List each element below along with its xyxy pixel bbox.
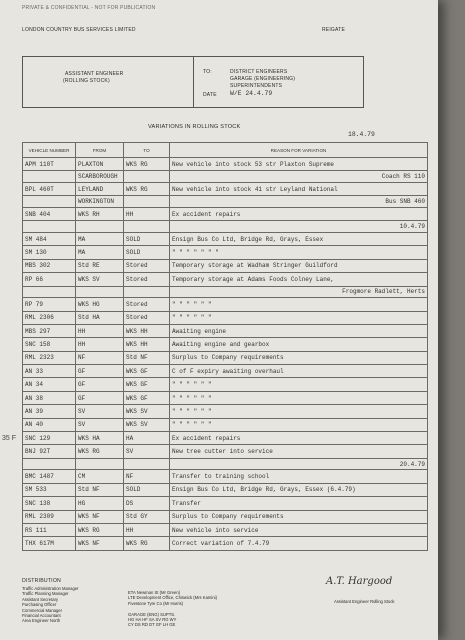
cell-reason: Surplus to Company requirements [170, 510, 428, 523]
cell-reason: Ensign Bus Co Ltd, Bridge Rd, Grays, Essex (6.4.79) [170, 483, 428, 496]
cell-to [124, 196, 170, 208]
cell-from [76, 221, 124, 233]
cell-vehicle: BMC 1487 [23, 470, 76, 483]
cell-to: Stored [124, 311, 170, 324]
cell-reason: New vehicle into stock 53 str Plaxton Supreme [170, 158, 428, 171]
table-row [23, 286, 428, 298]
cell-to: WKS GF [124, 378, 170, 391]
table-date-1: 18.4.79 [348, 131, 375, 138]
cell-reason: Transfer to training school [170, 470, 428, 483]
distribution-entry: Commercial Manager [22, 607, 63, 613]
cell-to: NF [124, 470, 170, 483]
margin-note: 35 F [2, 435, 17, 442]
to-label: TO: [203, 69, 212, 75]
cell-to: DS [124, 497, 170, 510]
cell-vehicle: SNC 129 [23, 432, 76, 445]
cell-to: WKS SV [124, 418, 170, 431]
to-line-2: GARAGE (ENGINEERING) [230, 76, 296, 82]
table-title: VARIATIONS IN ROLLING STOCK [148, 124, 241, 130]
company-name: LONDON COUNTRY BUS SERVICES LIMITED [22, 27, 136, 33]
cell-reason: Ex accident repairs [170, 207, 428, 220]
cell-vehicle: RP 79 [23, 298, 76, 311]
cell-from [76, 286, 124, 298]
table-header-row [23, 143, 428, 158]
cell-vehicle: RML 2306 [23, 311, 76, 324]
cell-vehicle: RP 66 [23, 273, 76, 286]
cell-to: SV [124, 445, 170, 458]
cell-vehicle: SNC 158 [23, 338, 76, 351]
cell-vehicle: SM 484 [23, 232, 76, 245]
table-row [23, 537, 428, 550]
cell-from: WKS RG [76, 445, 124, 458]
distribution-entry: LTE Development Office, Chiswick (Mrs Kamini) [128, 595, 217, 601]
distribution-entry: Purchasing Officer [22, 602, 57, 608]
table-row [23, 338, 428, 351]
cell-reason: Awaiting engine and gearbox [170, 338, 428, 351]
cell-from: SCARBOROUGH [76, 171, 124, 183]
cell-vehicle: AN 34 [23, 378, 76, 391]
cell-reason: Frogmore Radlett, Herts [170, 286, 428, 298]
cell-from: GF [76, 391, 124, 404]
cell-vehicle: RS 111 [23, 523, 76, 536]
from-line-2: (ROLLING STOCK) [63, 78, 110, 84]
cell-from: SV [76, 418, 124, 431]
cell-reason: Ex accident repairs [170, 432, 428, 445]
col-vehicle-number: VEHICLE NUMBER [23, 143, 76, 158]
cell-to: WKS RG [124, 158, 170, 171]
table-row [23, 418, 428, 431]
table-row [23, 221, 428, 233]
table-row [23, 273, 428, 286]
cell-from: SV [76, 405, 124, 418]
cell-vehicle: APM 110T [23, 158, 76, 171]
cell-from: GF [76, 378, 124, 391]
distribution-list-2 [128, 590, 217, 628]
cell-vehicle: AN 39 [23, 405, 76, 418]
cell-to: HH [124, 523, 170, 536]
cell-vehicle: RML 2309 [23, 510, 76, 523]
cell-vehicle [23, 286, 76, 298]
cell-reason: New vehicle into stock 41 str Leyland National [170, 182, 428, 195]
cell-to [124, 171, 170, 183]
table-row [23, 432, 428, 445]
memo-divider [193, 57, 194, 107]
cell-vehicle: SM 533 [23, 483, 76, 496]
cell-vehicle: BPL 460T [23, 182, 76, 195]
col-reason: REASON FOR VARIATION [170, 143, 428, 158]
distribution-entry: CY DS RD DT GF LH GE [128, 622, 176, 628]
cell-from: HH [76, 338, 124, 351]
cell-to: Std NF [124, 351, 170, 364]
table-row [23, 259, 428, 272]
cell-vehicle: AN 33 [23, 365, 76, 378]
cell-vehicle: AN 38 [23, 391, 76, 404]
cell-reason: Coach RS 110 [170, 171, 428, 183]
variations-table [22, 142, 428, 551]
cell-vehicle: RML 2323 [23, 351, 76, 364]
cell-from: WORKINGTON [76, 196, 124, 208]
to-line-3: SUPERINTENDENTS [230, 83, 283, 89]
cell-to [124, 286, 170, 298]
cell-reason: Transfer [170, 497, 428, 510]
table-row [23, 311, 428, 324]
cell-from: HH [76, 324, 124, 337]
cell-to: SOLD [124, 232, 170, 245]
cell-to: WKS HH [124, 324, 170, 337]
cell-from: NF [76, 351, 124, 364]
cell-reason: Surplus to Company requirements [170, 351, 428, 364]
cell-reason: New vehicle into service [170, 523, 428, 536]
distribution-entry: Assistant Secretary [22, 596, 59, 602]
cell-vehicle: SM 130 [23, 246, 76, 259]
cell-reason: 10.4.79 [170, 221, 428, 233]
signature [320, 576, 430, 604]
cell-reason: Temporary storage at Adams Foods Colney Lane, [170, 273, 428, 286]
table-row [23, 510, 428, 523]
cell-from: WKS NF [76, 537, 124, 550]
memo-header-box [22, 56, 364, 108]
table-row [23, 445, 428, 458]
cell-from: WKS HA [76, 432, 124, 445]
cell-to: HH [124, 207, 170, 220]
cell-from: PLAXTON [76, 158, 124, 171]
cell-to: Stored [124, 259, 170, 272]
cell-vehicle: THX 617M [23, 537, 76, 550]
table-row [23, 483, 428, 496]
distribution-entry: GARAGE (ENG) SUPTS. [128, 611, 176, 617]
cell-reason: " " " " " " [170, 391, 428, 404]
cell-to: WKS RG [124, 537, 170, 550]
cell-to: Std GY [124, 510, 170, 523]
cell-vehicle [23, 171, 76, 183]
table-row [23, 324, 428, 337]
cell-from: Std HA [76, 311, 124, 324]
cell-to: Stored [124, 298, 170, 311]
distribution-entry: HG HA HF SA SV RG WY [128, 617, 177, 623]
cell-reason: " " " " " " [170, 405, 428, 418]
cell-reason: " " " " " " [170, 298, 428, 311]
distribution-entry: Financial Accountant [22, 613, 61, 619]
cell-reason: Temporary storage at Wadham Stringer Guildford [170, 259, 428, 272]
cell-vehicle [23, 458, 76, 470]
cell-to: WKS HH [124, 338, 170, 351]
table-row [23, 298, 428, 311]
cell-from: WKS RG [76, 523, 124, 536]
table-row [23, 405, 428, 418]
signatory-title: Assistant Engineer Rolling Stock [334, 599, 395, 604]
table-row [23, 182, 428, 195]
cell-from: Std NF [76, 483, 124, 496]
table-row [23, 171, 428, 183]
table-row [23, 351, 428, 364]
cell-from: CM [76, 470, 124, 483]
cell-to: WKS GF [124, 365, 170, 378]
table-row [23, 207, 428, 220]
cell-vehicle [23, 196, 76, 208]
cell-to [124, 221, 170, 233]
distribution-entry: Traffic Planning Manager [22, 591, 69, 597]
cell-vehicle: MBS 297 [23, 324, 76, 337]
distribution-entry: ETA Newman St (Mr Green) [128, 590, 181, 595]
cell-reason: Ensign Bus Co Ltd, Bridge Rd, Grays, Essex [170, 232, 428, 245]
table-row [23, 391, 428, 404]
table-row [23, 523, 428, 536]
table-row [23, 470, 428, 483]
to-line-1: DISTRICT ENGINEERS [230, 69, 288, 75]
cell-vehicle: AN 40 [23, 418, 76, 431]
cell-to: HA [124, 432, 170, 445]
cell-vehicle [23, 221, 76, 233]
table-body [23, 158, 428, 551]
cell-reason: " " " " " " [170, 311, 428, 324]
cell-vehicle: SNB 404 [23, 207, 76, 220]
cell-to: SOLD [124, 246, 170, 259]
cell-from: WKS SV [76, 273, 124, 286]
cell-from: Std RE [76, 259, 124, 272]
table-row [23, 246, 428, 259]
cell-reason: " " " " " " [170, 378, 428, 391]
cell-from: GF [76, 365, 124, 378]
col-from: FROM [76, 143, 124, 158]
cell-from: LEYLAND [76, 182, 124, 195]
cell-reason: C of F expiry awaiting overhaul [170, 365, 428, 378]
cell-to: Stored [124, 273, 170, 286]
cell-to: SOLD [124, 483, 170, 496]
cell-reason: New tree cutter into service [170, 445, 428, 458]
cell-from: MA [76, 232, 124, 245]
cell-vehicle: MBS 302 [23, 259, 76, 272]
cell-from: MA [76, 246, 124, 259]
cell-reason: Bus SNB 460 [170, 196, 428, 208]
from-line-1: ASSISTANT ENGINEER [65, 71, 124, 77]
distribution-list-1 [22, 586, 79, 624]
col-to: TO [124, 143, 170, 158]
cell-vehicle: BNJ 92T [23, 445, 76, 458]
distribution-heading: DISTRIBUTION [22, 578, 62, 584]
cell-reason: " " " " " " [170, 418, 428, 431]
cell-reason: 20.4.79 [170, 458, 428, 470]
distribution-entry: Area Engineer North [22, 618, 61, 624]
confidential-notice: PRIVATE & CONFIDENTIAL - NOT FOR PUBLICATION [22, 5, 156, 11]
cell-vehicle: SNC 138 [23, 497, 76, 510]
table-row [23, 158, 428, 171]
cell-from: WKS NF [76, 510, 124, 523]
cell-to [124, 458, 170, 470]
table-row [23, 497, 428, 510]
table-row [23, 378, 428, 391]
table-row [23, 458, 428, 470]
location: REIGATE [322, 27, 345, 33]
date-label: DATE [203, 92, 217, 98]
cell-reason: " " " " " " " [170, 246, 428, 259]
cell-to: WKS GF [124, 391, 170, 404]
cell-to: WKS RG [124, 182, 170, 195]
cell-reason: Awaiting engine [170, 324, 428, 337]
signature-scrawl: A.T. Hargood [326, 576, 393, 587]
distribution-entry: Fivestone Tyre Co (Mr Harris) [128, 600, 184, 606]
table-row [23, 365, 428, 378]
cell-from: WKS HG [76, 298, 124, 311]
distribution-entry: Traffic Administration Manager [22, 586, 79, 591]
cell-from: WKS RH [76, 207, 124, 220]
table-row [23, 196, 428, 208]
table-row [23, 232, 428, 245]
cell-from: HG [76, 497, 124, 510]
cell-from [76, 458, 124, 470]
date-value: W/E 24.4.79 [230, 90, 273, 97]
cell-reason: Correct variation of 7.4.79 [170, 537, 428, 550]
cell-to: WKS SV [124, 405, 170, 418]
